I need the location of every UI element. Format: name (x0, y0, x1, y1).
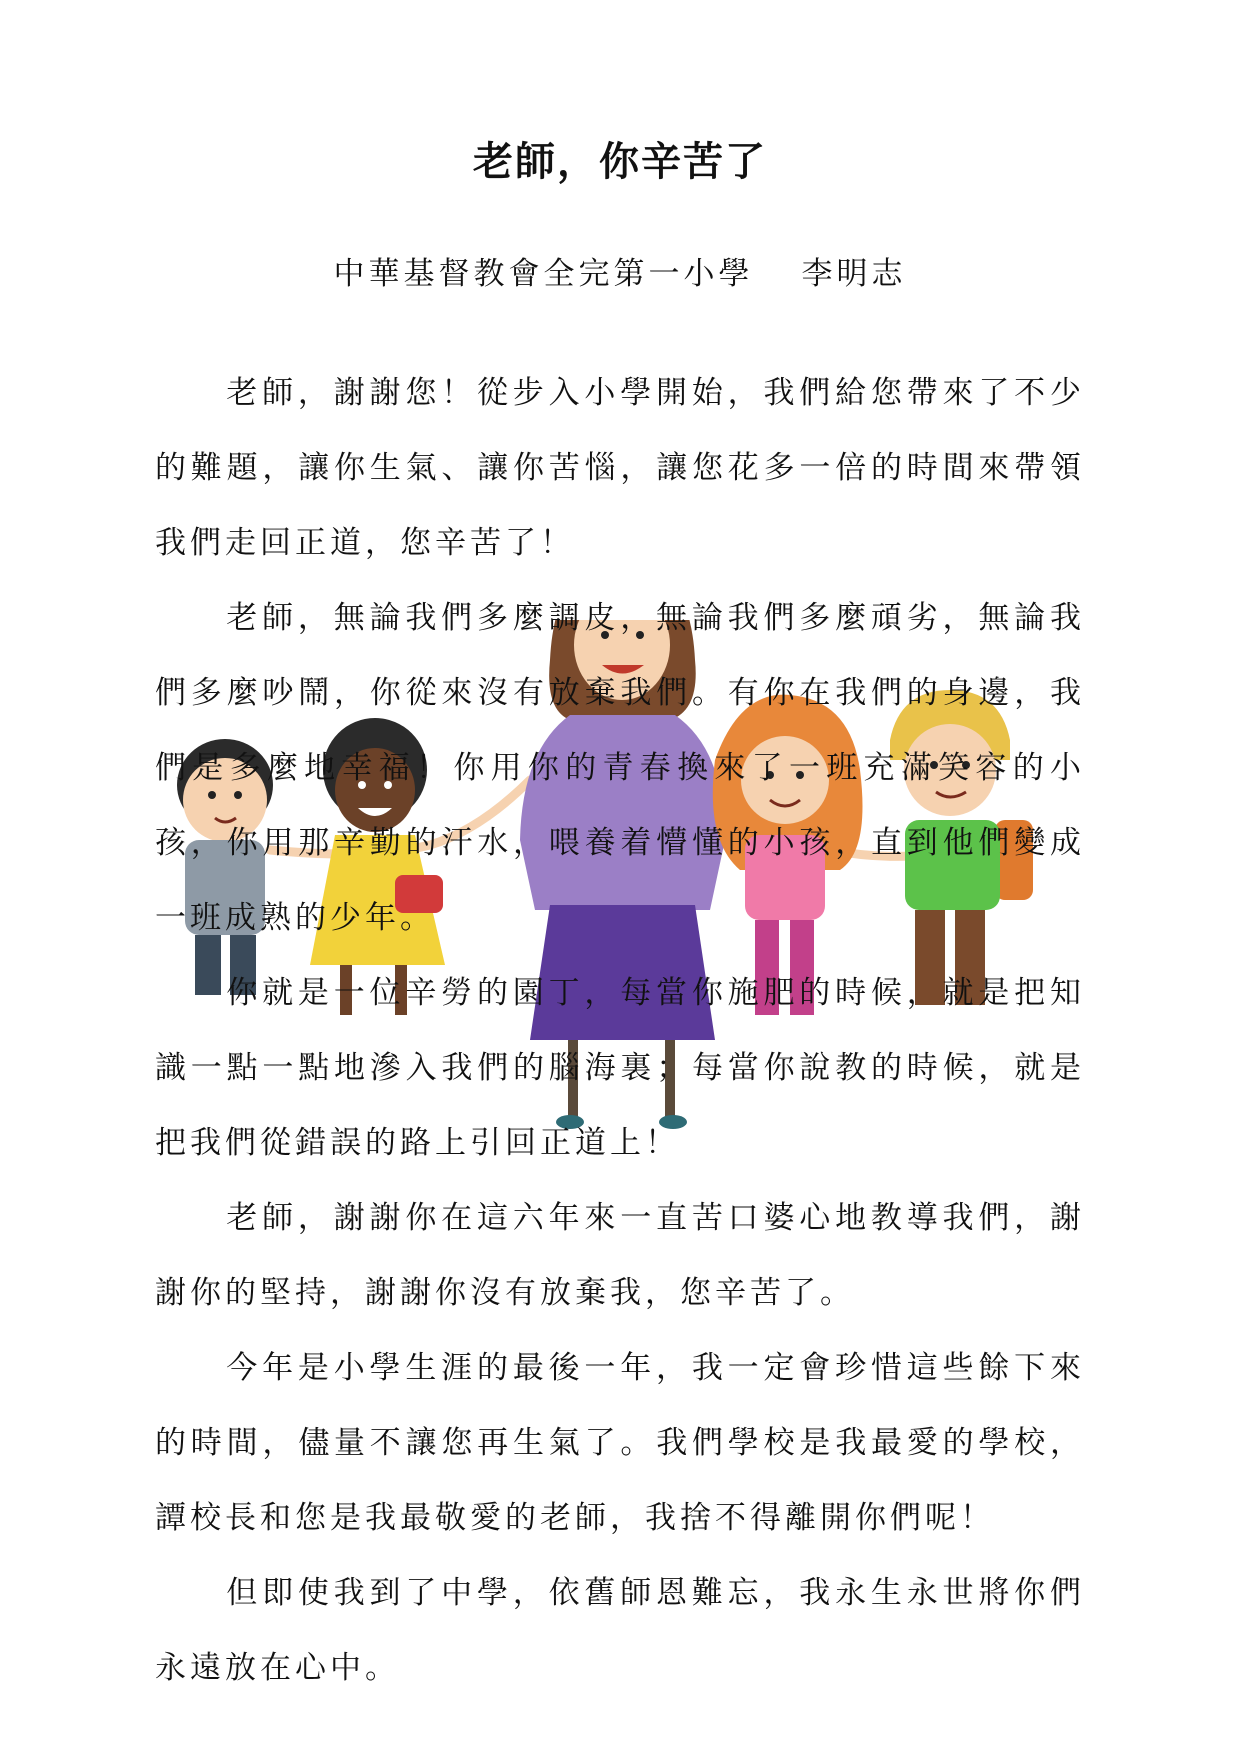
essay-body (155, 356, 1085, 1706)
paragraph: 老師，謝謝你在這六年來一直苦口婆心地教導我們，謝謝你的堅持，謝謝你沒有放棄我，您辛苦了。 (155, 1200, 1085, 1311)
paragraph: 老師，謝謝您！從步入小學開始，我們給您帶來了不少的難題，讓你生氣、讓你苦惱，讓您花多一倍的時間來帶領我們走回正道，您辛苦了！ (155, 375, 1085, 561)
document-title: 老師，你辛苦了 (473, 139, 767, 185)
paragraph: 老師，無論我們多麼調皮，無論我們多麼頑劣，無論我們多麼吵鬧，你從來沒有放棄我們。有你在我們的身邊，我們是多麼地幸福！你用你的青春換來了一班充滿笑容的小孩，你用那辛勤的汗水，喂養着懵懂的小孩，直到他們變成一班成熟的少年。 (155, 600, 1085, 936)
author-name: 李明志 (801, 256, 907, 292)
paragraph: 你就是一位辛勞的園丁，每當你施肥的時候，就是把知識一點一點地滲入我們的腦海裏；每當你說教的時候，就是把我們從錯誤的路上引回正道上！ (155, 975, 1085, 1161)
school-name: 中華基督教會全完第一小學 (333, 256, 754, 292)
paragraph: 今年是小學生涯的最後一年，我一定會珍惜這些餘下來的時間，儘量不讓您再生氣了。我們學校是我最愛的學校，譚校長和您是我最敬愛的老師，我捨不得離開你們呢！ (155, 1350, 1085, 1536)
author-line (0, 248, 1240, 293)
paragraph: 但即使我到了中學，依舊師恩難忘，我永生永世將你們永遠放在心中。 (155, 1575, 1085, 1686)
